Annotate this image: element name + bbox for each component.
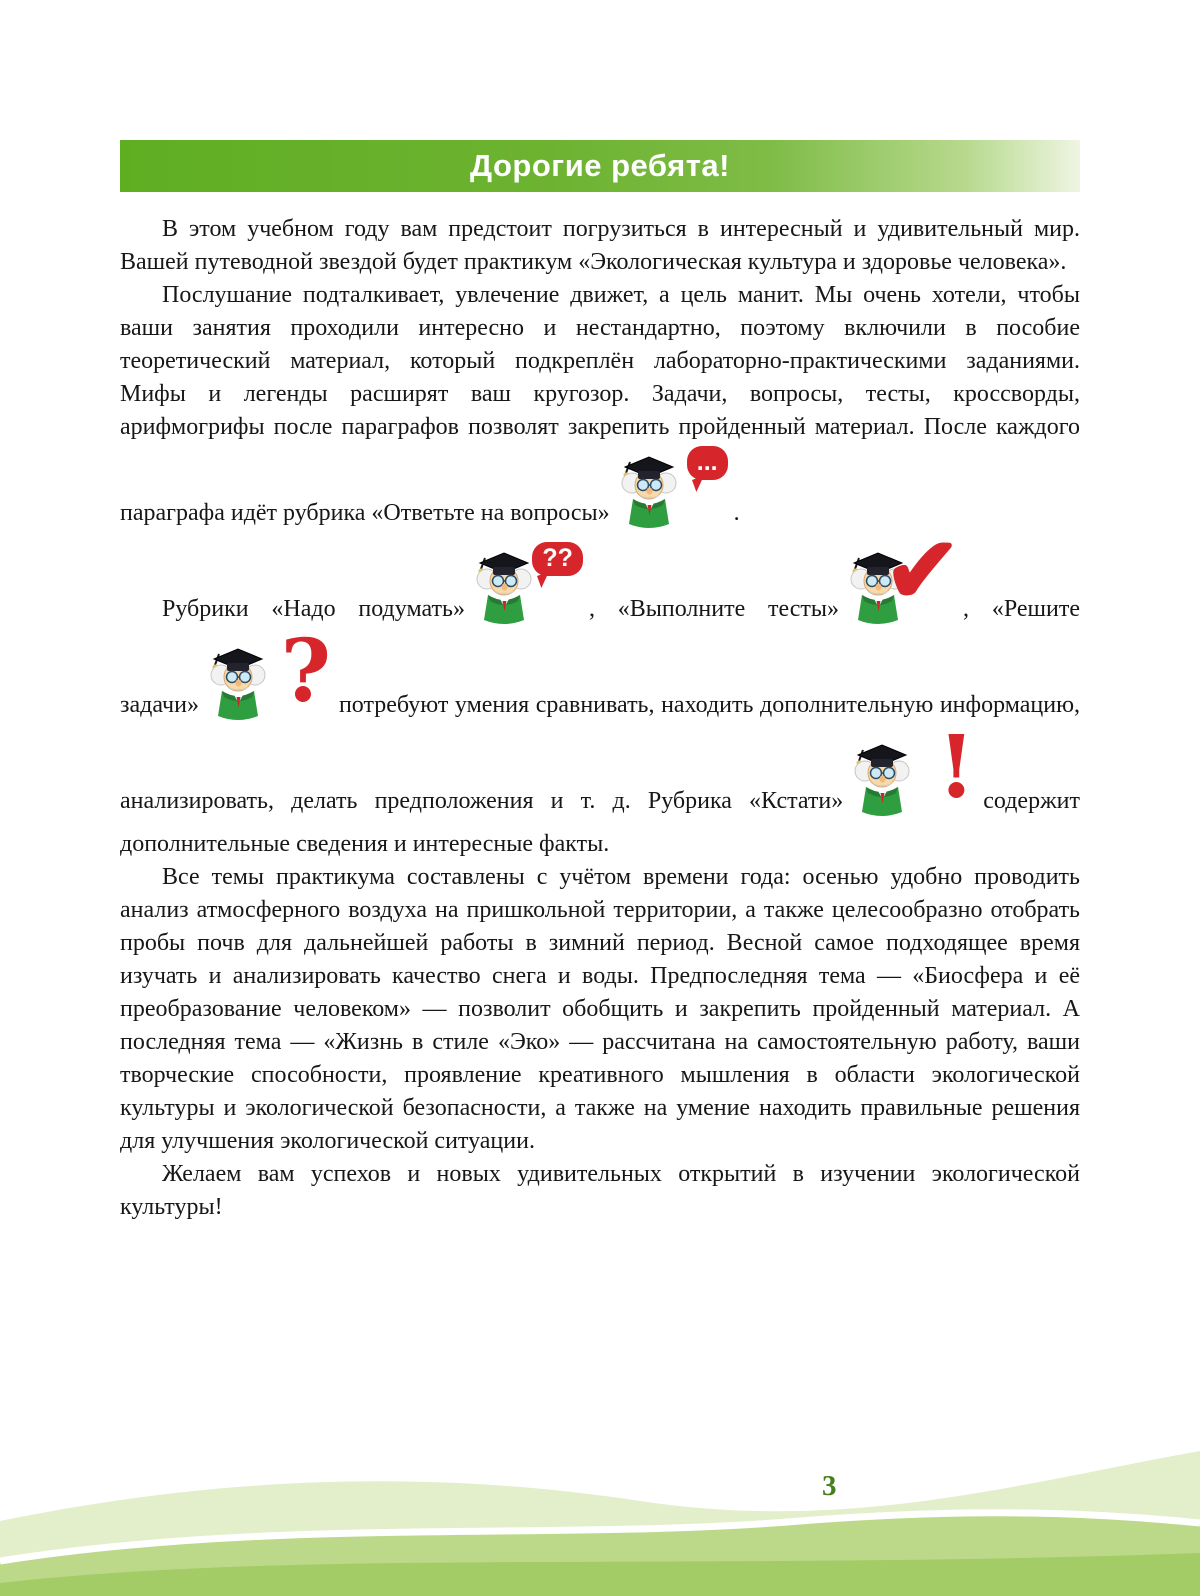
check-mark-icon: ✔: [883, 516, 962, 624]
rubric-kstati-description: содержит дополнительные сведения и интересные факты.: [120, 788, 1080, 857]
exclamation-mark-icon: !: [937, 717, 976, 818]
professor-question-bubble-icon: [471, 540, 583, 636]
speech-dots-icon: ...: [687, 446, 728, 480]
rubric-think-label: Рубрики «Надо подумать»: [162, 596, 465, 622]
banner: [120, 140, 1080, 192]
paragraph-rubrics: [120, 516, 1081, 861]
professor-question-mark-icon: [205, 621, 333, 732]
professor-icon: [616, 446, 682, 540]
professor-icon: [849, 734, 915, 828]
professor-icon: [205, 638, 271, 732]
double-question-icon: ??: [532, 542, 583, 576]
professor-checkmark-icon: [845, 516, 962, 636]
page-content: [120, 213, 1080, 1224]
seasons-text: Все темы практикума составлены с учётом времени года: осенью удобно проводить анализ атмосферного воздуха на пришкольной территории, а также целесообразно отобрать пробы почв для дальнейшей работы в зимний период. Весной самое подходящее время изучать и анализировать качество снега и воды. Предпоследняя тема — «Биосфера и её преобразование человеком» — позволит обобщить и закрепить пройденный материал. А последняя тема — «Жизнь в стиле «Эко» — рассчитана на самостоятельную работу, ваши творческие способности, проявление креативного мышления в области экологической культуры и экологической безопасности, а также на умение находить правильные решения для улучшения экологической ситуации.: [120, 864, 1080, 1154]
page-title: Дорогие ребята!: [470, 148, 730, 183]
paragraph-intro: [120, 213, 1080, 279]
question-mark-icon: ?: [280, 621, 331, 722]
rubric-tasks-label: , «Решите задачи»: [120, 596, 1081, 718]
professor-speech-bubble-icon: [616, 444, 728, 540]
intro-text: В этом учебном году вам предстоит погрузиться в интересный и удивительный мир. Вашей путеводной звездой будет практикум «Экологическая культура и здоровье человека».: [120, 216, 1080, 275]
paragraph-structure: [120, 279, 1080, 540]
professor-icon: [471, 542, 537, 636]
structure-text: Послушание подталкивает, увлечение движет, а цель манит. Мы очень хотели, чтобы ваши занятия проходили интересно и нестандартно, поэтому включили в пособие теоретический материал, который подкреплён лабораторно-практическими заданиями. Мифы и легенды расширят ваш кругозор. Задачи, вопросы, тесты, кроссворды, арифмогрифы после параграфов позволят закрепить пройденный материал. После каждого параграфа идёт рубрика «Ответьте на вопросы»: [120, 282, 1080, 526]
paragraph-wishes: [120, 1158, 1080, 1224]
paragraph-seasons: [120, 861, 1080, 1158]
wave-graphic: [0, 1421, 1200, 1596]
rubric-tests-label: , «Выполните тесты»: [588, 596, 840, 622]
page-number: 3: [822, 1470, 837, 1502]
footer-wave-decoration: [0, 1421, 1200, 1596]
professor-exclamation-icon: [849, 717, 977, 828]
structure-period: .: [733, 500, 740, 526]
rubrics-description: потребуют умения сравнивать, находить дополнительную информацию, анализировать, делать предположения и т. д. Рубрика «Кстати»: [120, 692, 1080, 814]
wishes-text: Желаем вам успехов и новых удивительных открытий в изучении экологической культуры!: [120, 1161, 1080, 1220]
